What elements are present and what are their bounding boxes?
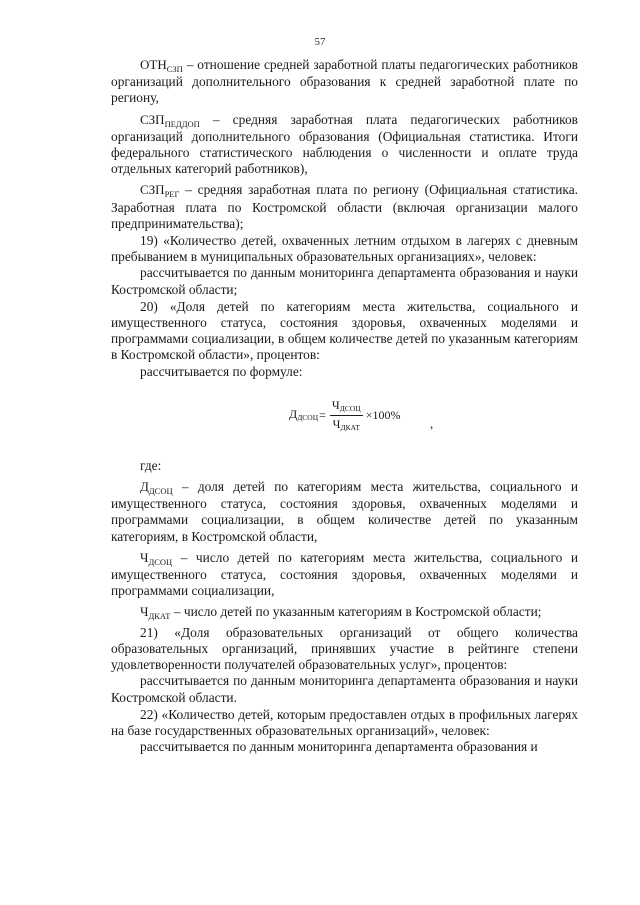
symbol-sub-szp: СЗП xyxy=(166,64,183,74)
item-19-title: 19) «Количество детей, охваченных летним отдыхом в лагерях с дневным пребыванием в муниципальных образовательных организациях», человек: xyxy=(111,233,578,265)
denominator-sub: ДКАТ xyxy=(340,422,360,432)
symbol-sub-reg: РЕГ xyxy=(164,189,180,200)
definition-text: – отношение средней заработной платы педагогических работников организаций дополнительного образования к средней заработной плате по региону, xyxy=(111,57,578,106)
symbol-szp: СЗП xyxy=(140,182,165,198)
symbol-sub-peddop: ПЕДДОП xyxy=(164,118,200,129)
numerator-symbol: Ч xyxy=(331,397,340,412)
definition-d-dsoc xyxy=(111,479,578,545)
definition-text: – число детей по указанным категориям в Костромской области; xyxy=(170,604,542,620)
item-19-method: рассчитывается по данным мониторинга департамента образования и науки Костромской области; xyxy=(111,265,578,297)
item-22-method: рассчитывается по данным мониторинга департамента образования и xyxy=(140,739,538,755)
item-21-method: рассчитывается по данным мониторинга департамента образования и науки Костромской области. xyxy=(111,673,578,705)
definition-text: – средняя заработная плата педагогических работников организаций дополнительного образования (Официальная статистика. Итоги федерального статистического наблюдения о численности и оплате труда отдельных категорий работников), xyxy=(111,111,578,177)
symbol-sub-dsoc: ДСОЦ xyxy=(148,556,173,567)
definition-szp-peddop xyxy=(111,112,578,178)
formula-fraction xyxy=(330,398,363,433)
denominator-symbol: Ч xyxy=(332,416,341,431)
definition-szp-reg xyxy=(111,182,578,232)
formula-lhs-sub: ДСОЦ xyxy=(297,413,319,423)
symbol-szp: СЗП xyxy=(140,111,165,127)
formula-comma: , xyxy=(430,415,434,431)
page-number: 57 xyxy=(314,36,326,48)
formula xyxy=(289,398,400,433)
formula-denominator xyxy=(331,416,362,433)
symbol-oth: ОТН xyxy=(140,57,167,72)
item-22-title: 22) «Количество детей, которым предоставлен отдых в профильных лагерях на базе государственных образовательных организаций», человек: xyxy=(111,706,578,738)
definition-ch-dsoc xyxy=(111,550,578,600)
symbol-ch: Ч xyxy=(140,549,149,565)
definition-text: – число детей по категориям места жительства, социального и имущественного статуса, состояния здоровья, охваченных моделями и программами социализации, xyxy=(111,549,578,599)
symbol-sub-dsoc: ДСОЦ xyxy=(148,486,173,497)
definition-ch-dkat xyxy=(111,604,578,621)
where-label: где: xyxy=(140,457,162,473)
formula-equals: = xyxy=(319,408,326,423)
document-body xyxy=(111,57,578,755)
definition-text: – средняя заработная плата по региону (Официальная статистика. Заработная плата по Костромской области (включая организации малого предпринимательства); xyxy=(111,182,578,231)
definition-oth-szp xyxy=(111,57,578,107)
formula-multiplier: ×100% xyxy=(365,408,401,423)
item-20-title: 20) «Доля детей по категориям места жительства, социального и имущественного статуса, состояния здоровья, охваченных моделями и программами социализации, в общем количестве детей по указанным категориям в Костромской области», процентов: xyxy=(111,298,578,363)
item-21-title: 21) «Доля образовательных организаций от общего количества образовательных организаций, принявших участие в рейтинге степени удовлетворенности получателей образовательных услуг», процентов: xyxy=(111,624,578,673)
formula-numerator xyxy=(330,398,363,416)
formula-lhs-symbol: Д xyxy=(289,407,298,422)
numerator-sub: ДСОЦ xyxy=(339,403,361,413)
definition-text: – доля детей по категориям места жительства, социального и имущественного статуса, состояния здоровья, охваченных моделями и программами социализации, в общем количестве детей по указанным категориям, в Костромской области, xyxy=(111,479,578,544)
symbol-ch: Ч xyxy=(140,604,149,620)
item-20-method: рассчитывается по формуле: xyxy=(140,363,303,379)
symbol-sub-dkat: ДКАТ xyxy=(148,611,171,622)
formula-lhs xyxy=(289,406,318,424)
formula-block xyxy=(111,386,578,450)
symbol-d: Д xyxy=(140,479,149,495)
